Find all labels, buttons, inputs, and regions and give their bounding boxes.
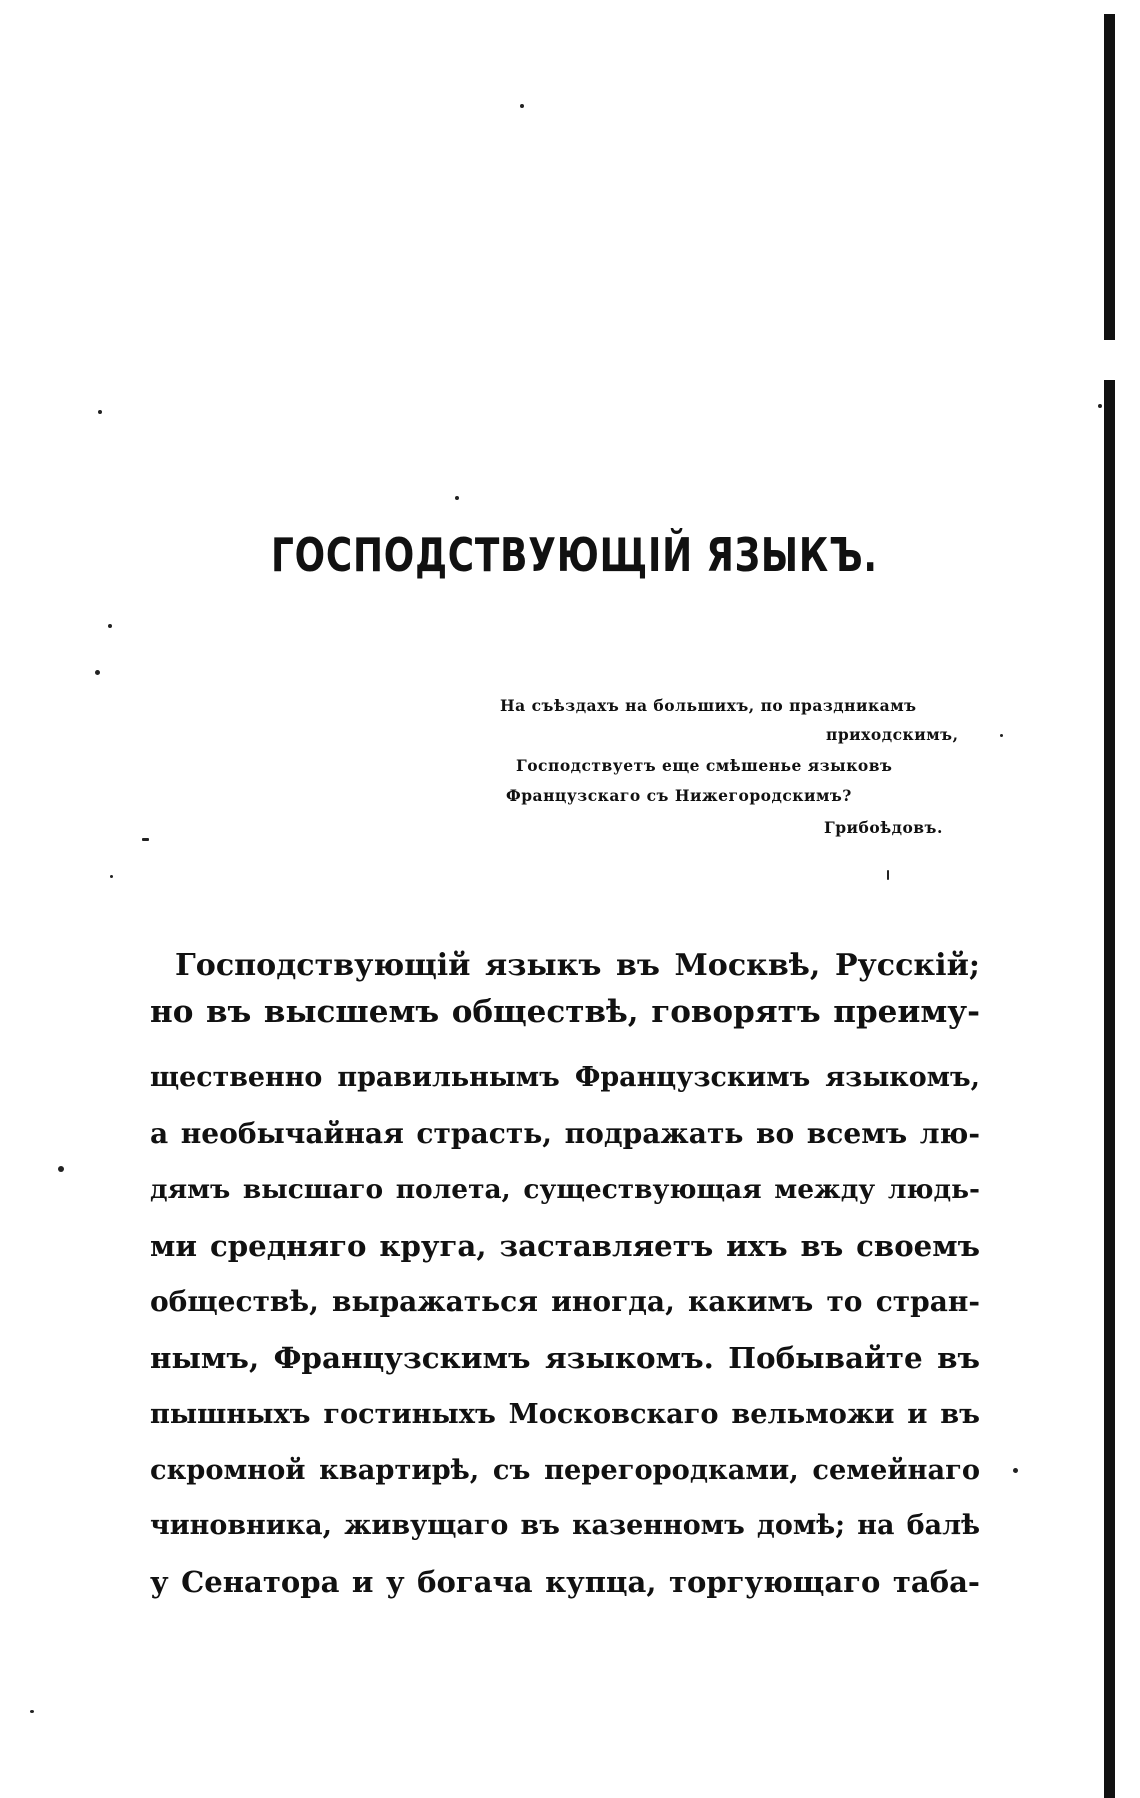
- scan-speck: [108, 624, 112, 628]
- scan-speck: [887, 870, 889, 880]
- page-edge-gap: [1104, 340, 1115, 380]
- body-line: а необычайная страсть, подражать во всемъ лю-: [150, 1117, 980, 1150]
- scan-speck: [520, 104, 524, 108]
- scan-speck: [1000, 734, 1003, 737]
- body-line: щественно правильнымъ Французскимъ языкомъ,: [150, 1062, 980, 1093]
- body-line: ми средняго круга, заставляетъ ихъ въ своемъ: [150, 1229, 980, 1263]
- body-line: пышныхъ гостиныхъ Московскаго вельможи и въ: [150, 1398, 980, 1430]
- scan-speck: [98, 410, 102, 414]
- body-line: но въ высшемъ обществѣ, говорятъ преиму-: [150, 994, 980, 1030]
- scan-speck: [455, 496, 459, 500]
- scan-speck: [110, 875, 113, 878]
- page-edge-shadow: [1104, 14, 1115, 1798]
- epigraph-line: На съѣздахъ на большихъ, по праздникамъ: [500, 696, 917, 715]
- body-line: у Сенатора и у богача купца, торгующаго таба-: [150, 1565, 980, 1599]
- body-line: дямъ высшаго полета, существующая между людь-: [150, 1174, 980, 1205]
- epigraph-attribution: Грибоѣдовъ.: [824, 818, 943, 837]
- scan-speck: [30, 1710, 34, 1713]
- scan-speck: [1098, 404, 1102, 408]
- scan-speck: [58, 1166, 64, 1172]
- chapter-title: ГОСПОДСТВУЮЩІЙ ЯЗЫКЪ.: [270, 528, 878, 582]
- scan-speck: [142, 838, 149, 841]
- epigraph-line: Французскаго съ Нижегородскимъ?: [506, 786, 852, 805]
- body-line: Господствующій языкъ въ Москвѣ, Русскій;: [175, 948, 980, 983]
- scan-speck: [1013, 1468, 1018, 1473]
- body-line: скромной квартирѣ, съ перегородками, семейнаго: [150, 1454, 980, 1486]
- body-line: обществѣ, выражаться иногда, какимъ то стран-: [150, 1285, 980, 1318]
- epigraph-line: Господствуетъ еще смѣшенье языковъ: [516, 756, 893, 775]
- body-line: чиновника, живущаго въ казенномъ домѣ; на балѣ: [150, 1510, 980, 1541]
- scan-speck: [95, 670, 100, 675]
- epigraph-line: приходскимъ,: [826, 725, 959, 744]
- body-line: нымъ, Французскимъ языкомъ. Побывайте въ: [150, 1340, 980, 1375]
